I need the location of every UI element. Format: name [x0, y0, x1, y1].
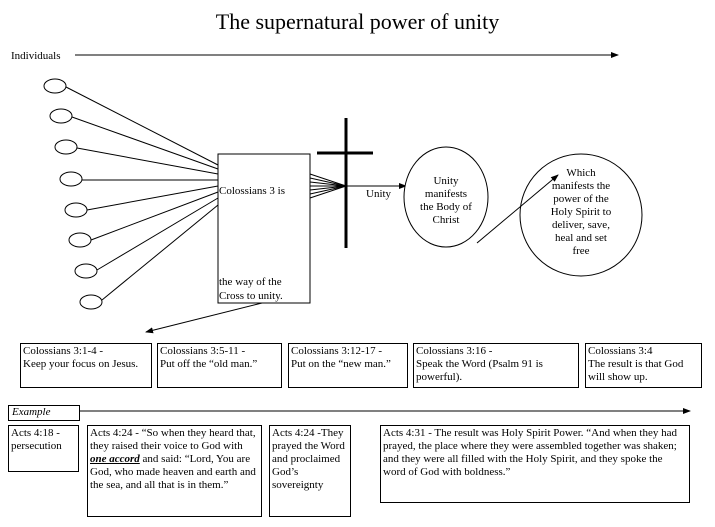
step-box-result [585, 343, 702, 388]
step-ref: Colossians 3:12-17 - [291, 345, 383, 357]
colossians-box-bottom-line2: Cross to unity. [219, 290, 283, 302]
example-box-prayed-word: Acts 4:24 -They prayed the Word and proclaimed God’s sovereignty [269, 425, 351, 517]
step-ref: Colossians 3:5-11 - [160, 345, 246, 357]
steps-arrow [146, 303, 262, 332]
step-text: Keep your focus on Jesus. [23, 358, 139, 370]
example-text-before: Acts 4:24 - “So when they heard that, they raised their voice to God with [90, 427, 256, 452]
example-label: Example [8, 405, 80, 421]
holy-spirit-line: manifests the [551, 180, 611, 192]
holy-spirit-line: power of the [553, 193, 609, 205]
individual-circle [75, 264, 97, 278]
individuals-label: Individuals [11, 50, 61, 62]
unity-ellipse-text [406, 175, 486, 227]
diagram-title: The supernatural power of unity [215, 9, 500, 34]
step-ref: Colossians 3:4 [588, 345, 653, 357]
example-text-after: and said: “Lord, You are God, who made heaven and earth and the sea, and all that is in them.” [90, 453, 256, 491]
unity-ellipse-line: manifests [424, 188, 468, 200]
colossians-box-top-text: Colossians 3 is [219, 185, 286, 197]
holy-spirit-line: Holy Spirit to [550, 206, 612, 218]
step-text: Put off the “old man.” [160, 358, 258, 370]
step-text: The result is that God will show up. [588, 358, 684, 383]
holy-spirit-line: heal and set [555, 232, 607, 244]
step-box-focus [20, 343, 152, 388]
unity-ellipse-line: Unity [433, 175, 459, 187]
individual-circle [55, 140, 77, 154]
individual-circle [69, 233, 91, 247]
holy-spirit-line: free [572, 245, 590, 257]
holy-spirit-ellipse-text [535, 167, 627, 258]
individual-circle [44, 79, 66, 93]
step-box-put-on [288, 343, 408, 388]
example-box-persecution: Acts 4:18 - persecution [8, 425, 79, 472]
step-ref: Colossians 3:16 - [416, 345, 493, 357]
example-box-holy-spirit-power: Acts 4:31 - The result was Holy Spirit Power. “And when they had prayed, the place where they were assembled together was shaken; and they were all filled with the Holy Spirit, and they spoke the word of God with boldness.” [380, 425, 690, 503]
step-box-put-off [157, 343, 282, 388]
example-box-one-accord [87, 425, 262, 517]
unity-ellipse-line: Christ [432, 214, 460, 226]
individual-circle [65, 203, 87, 217]
step-ref: Colossians 3:1-4 - [23, 345, 104, 357]
example-accent-text: one accord [90, 453, 140, 465]
unity-label: Unity [366, 188, 392, 200]
holy-spirit-line: deliver, save, [552, 219, 610, 231]
colossians-box-bottom-line1: the way of the [219, 276, 282, 288]
individual-circle [50, 109, 72, 123]
step-box-speak-word [413, 343, 579, 388]
holy-spirit-line: Which [566, 167, 596, 179]
individual-circle [80, 295, 102, 309]
cross-icon [317, 118, 373, 248]
individual-circle [60, 172, 82, 186]
step-text: Speak the Word (Psalm 91 is powerful). [416, 358, 543, 383]
box-to-cross-lines [310, 174, 346, 198]
individual-circles [44, 79, 102, 309]
unity-ellipse-line: the Body of [420, 201, 472, 213]
step-text: Put on the “new man.” [291, 358, 391, 370]
